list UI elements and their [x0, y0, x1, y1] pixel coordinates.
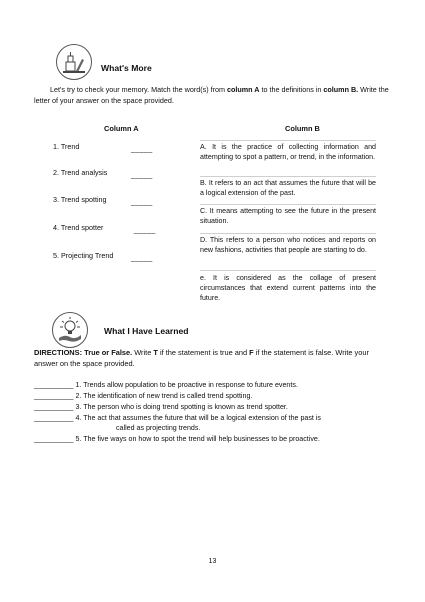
- answer-blank[interactable]: _____: [131, 170, 153, 179]
- row-divider: [200, 204, 376, 205]
- answer-blank[interactable]: __________: [34, 414, 74, 422]
- answer-blank[interactable]: __________: [34, 392, 74, 400]
- answer-blank[interactable]: _____: [134, 225, 156, 234]
- column-b-title: Column B: [285, 124, 320, 133]
- true-false-item: __________ 3. The person who is doing trend spotting is known as trend spotter.: [34, 403, 288, 411]
- column-a-item: 2. Trend analysis: [53, 168, 108, 177]
- column-b-definition: B. It refers to an act that assumes the future that will be a logical extension of the past.: [200, 179, 376, 198]
- lightbulb-icon: [52, 312, 88, 348]
- whats-more-icon: [56, 44, 92, 80]
- answer-blank[interactable]: __________: [34, 381, 74, 389]
- column-b-definition: A. It is the practice of collecting information and attempting to spot a pattern, or trend, in the information.: [200, 143, 376, 162]
- answer-blank[interactable]: __________: [34, 403, 74, 411]
- column-b-definition: C. It means attempting to see the future in the present situation.: [200, 207, 376, 226]
- whats-more-instructions: Let's try to check your memory. Match the word(s) from column A to the definitions in column B. Write the letter of your answer on the space provided.: [34, 85, 389, 105]
- row-divider: [200, 140, 376, 141]
- answer-blank[interactable]: _____: [131, 144, 153, 153]
- answer-blank[interactable]: _____: [131, 197, 153, 206]
- column-a-title: Column A: [104, 124, 139, 133]
- column-b-definition: e. It is considered as the collage of present circumstances that extend current patterns into the future.: [200, 274, 376, 303]
- column-a-item: 5. Projecting Trend: [53, 251, 114, 260]
- row-divider: [200, 176, 376, 177]
- true-false-item: __________ 1. Trends allow population to be proactive in response to future events.: [34, 381, 298, 389]
- what-i-have-learned-heading: What I Have Learned: [104, 326, 189, 336]
- column-a-item: 3. Trend spotting: [53, 195, 107, 204]
- directions-text: DIRECTIONS: True or False. Write T if the statement is true and F if the statement is false. Write your answer on the space provided.: [34, 348, 369, 368]
- true-false-item: __________ 5. The five ways on how to spot the trend will help businesses to be proactive.: [34, 435, 320, 443]
- answer-blank[interactable]: __________: [34, 435, 74, 443]
- column-a-item: 4. Trend spotter: [53, 223, 104, 232]
- true-false-item-continued: called as projecting trends.: [116, 424, 201, 432]
- true-false-item: __________ 4. The act that assumes the future that will be a logical extension of the past is: [34, 414, 321, 422]
- answer-blank[interactable]: _____: [131, 253, 153, 262]
- column-a-item: 1. Trend: [53, 142, 80, 151]
- true-false-item: __________ 2. The identification of new trend is called trend spotting.: [34, 392, 253, 400]
- whats-more-heading: What's More: [101, 63, 152, 73]
- row-divider: [200, 270, 376, 271]
- row-divider: [200, 233, 376, 234]
- page-number: 13: [208, 558, 217, 565]
- column-b-definition: D. This refers to a person who notices and reports on new fashions, activities that people are starting to do.: [200, 236, 376, 255]
